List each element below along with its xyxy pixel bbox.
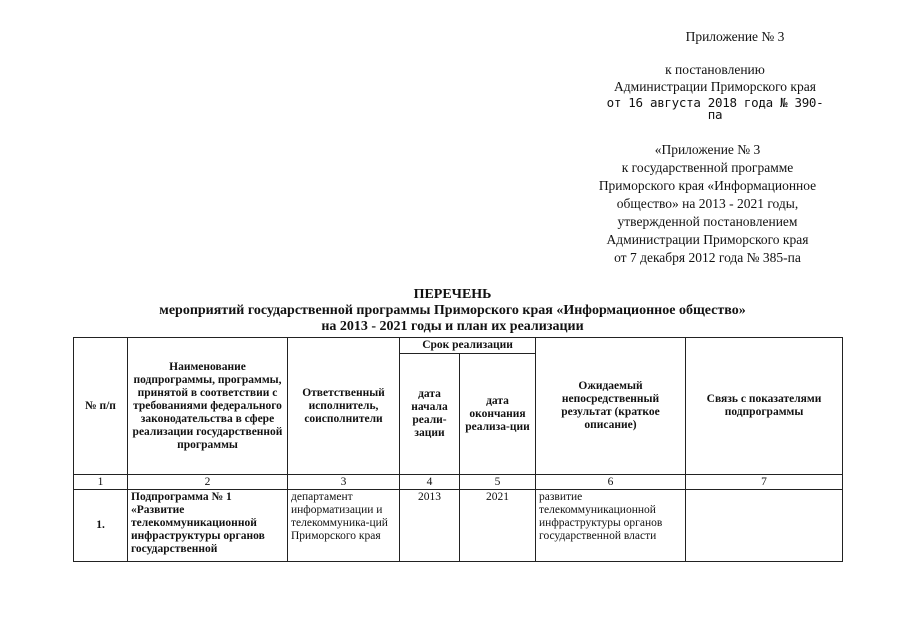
program-appendix-line: Приморского края «Информационное bbox=[598, 178, 817, 193]
header-num: № п/п bbox=[74, 338, 128, 475]
decree-date-line: от 16 августа 2018 года № 390-па bbox=[606, 94, 824, 122]
measures-table bbox=[73, 337, 843, 562]
appendix-title: Приложение № 3 bbox=[685, 29, 785, 44]
row-name: Подпрограмма № 1 «Развитие телекоммуникационной инфраструктуры органов государственной bbox=[128, 490, 288, 562]
program-appendix-line: Администрации Приморского края bbox=[606, 232, 809, 247]
document-subtitle: на 2013 - 2021 годы и план их реализации bbox=[321, 319, 584, 334]
row-num: 1. bbox=[74, 490, 128, 562]
column-number: 1 bbox=[74, 475, 128, 490]
header-link: Связь с показателями подпрограммы bbox=[686, 338, 843, 475]
header-name: Наименование подпрограммы, программы, принятой в соответствии с требованиями федерального законодательства в сфере реализации государственной программы bbox=[128, 338, 288, 475]
program-appendix-line: к государственной программе bbox=[621, 160, 794, 175]
row-result: развитие телекоммуникационной инфраструктуры органов государственной власти bbox=[536, 490, 686, 562]
program-appendix-line: общество» на 2013 - 2021 годы, bbox=[616, 196, 799, 211]
appendix-line: Администрации Приморского края bbox=[614, 79, 816, 94]
appendix-header-block bbox=[600, 30, 830, 122]
program-appendix-line: от 7 декабря 2012 года № 385-па bbox=[614, 250, 801, 265]
program-appendix-line: утвержденной постановлением bbox=[617, 214, 798, 229]
column-number: 5 bbox=[460, 475, 536, 490]
header-executor: Ответственный исполнитель, соисполнители bbox=[288, 338, 400, 475]
program-appendix-line: «Приложение № 3 bbox=[654, 142, 761, 157]
table-row bbox=[74, 490, 843, 562]
table-header-row bbox=[74, 338, 843, 354]
column-number-row bbox=[74, 475, 843, 490]
column-number: 4 bbox=[400, 475, 460, 490]
row-link bbox=[686, 490, 843, 562]
program-appendix-block bbox=[580, 141, 835, 267]
header-result: Ожидаемый непосредственный результат (краткое описание) bbox=[536, 338, 686, 475]
header-start: дата начала реали-зации bbox=[400, 354, 460, 475]
column-number: 6 bbox=[536, 475, 686, 490]
row-start: 2013 bbox=[400, 490, 460, 562]
header-period: Срок реализации bbox=[400, 338, 536, 354]
document-subtitle: мероприятий государственной программы Приморского края «Информационное общество» bbox=[159, 303, 746, 318]
column-number: 2 bbox=[128, 475, 288, 490]
row-executor: департамент информатизации и телекоммуника-ций Приморского края bbox=[288, 490, 400, 562]
header-end: дата окончания реализа-ции bbox=[460, 354, 536, 475]
column-number: 3 bbox=[288, 475, 400, 490]
row-end: 2021 bbox=[460, 490, 536, 562]
column-number: 7 bbox=[686, 475, 843, 490]
appendix-line: к постановлению bbox=[665, 61, 765, 77]
document-title: ПЕРЕЧЕНЬ bbox=[413, 287, 492, 302]
